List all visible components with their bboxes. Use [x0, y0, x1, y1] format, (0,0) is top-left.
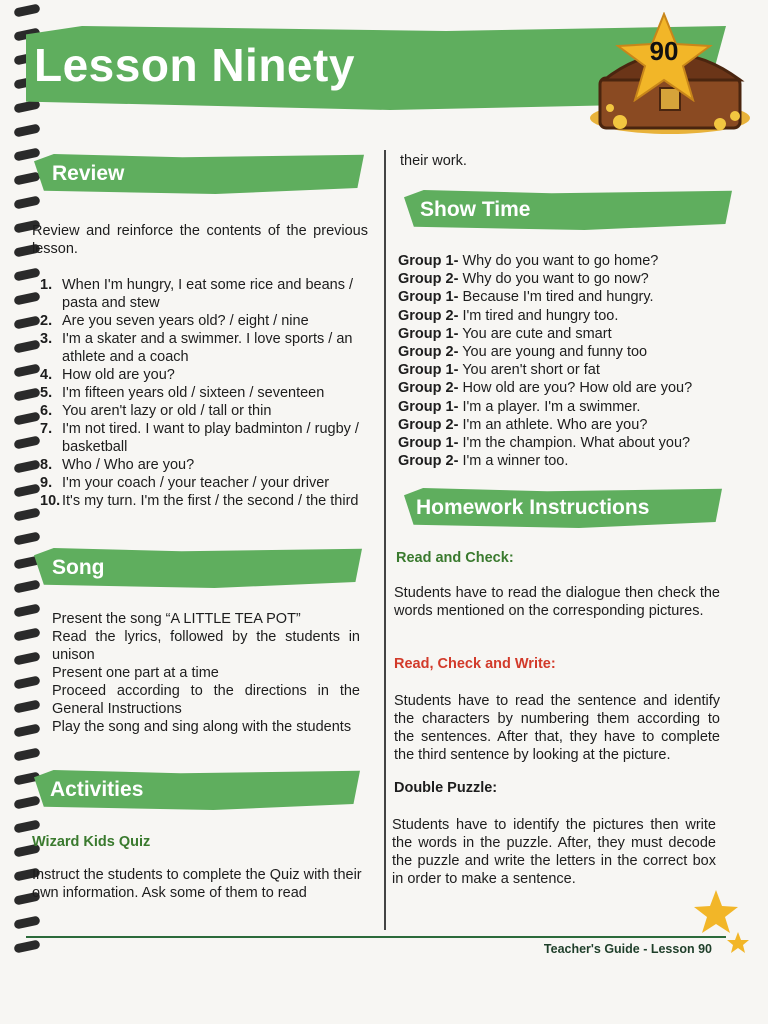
dialog-line: Group 2- I'm an athlete. Who are you?	[398, 416, 648, 433]
song-heading: Song	[52, 556, 105, 579]
read-and-check-text: Students have to read the dialogue then check the words mentioned on the corresponding pictures.	[394, 585, 720, 619]
column-divider	[384, 150, 386, 930]
list-item: Play the song and sing along with the students	[52, 719, 352, 735]
activities-heading: Activities	[50, 778, 144, 801]
review-list	[32, 276, 368, 510]
footer-rule	[26, 936, 726, 938]
list-item: 4. How old are you?	[40, 367, 175, 383]
show-time-heading: Show Time	[420, 198, 531, 221]
double-puzzle-text: Students have to identify the pictures then write the words in the puzzle. After, they must decode the puzzle and write the letters in the correct box in order to make a sentence.	[392, 817, 716, 887]
list-item: 10. It's my turn. I'm the first / the second / the third	[40, 493, 359, 509]
dialog-line: Group 2- I'm tired and hungry too.	[398, 307, 619, 324]
dialog-line: Group 1- I'm a player. I'm a swimmer.	[398, 398, 641, 415]
read-and-check-heading: Read and Check:	[396, 550, 514, 566]
dialog-line: Group 1- Why do you want to go home?	[398, 253, 659, 269]
page-title: Lesson Ninety	[34, 39, 355, 91]
list-item: 8. Who / Who are you?	[40, 457, 195, 473]
dialog-line: Group 1- You are cute and smart	[398, 325, 612, 342]
list-item: 2. Are you seven years old? / eight / nine	[40, 313, 309, 329]
list-item: 3. I'm a skater and a swimmer. I love sports / an athlete and a coach	[40, 331, 353, 365]
homework-heading: Homework Instructions	[416, 496, 650, 519]
footer-text: Teacher's Guide - Lesson 90	[543, 942, 712, 956]
list-item: Read the lyrics, followed by the students in unison	[52, 629, 360, 663]
activities-subheading: Wizard Kids Quiz	[32, 834, 151, 850]
list-item: 7. I'm not tired. I want to play badminton / rugby / basketball	[40, 421, 359, 455]
read-check-write-heading: Read, Check and Write:	[394, 656, 556, 672]
list-item: Proceed according to the directions in the General Instructions	[52, 683, 360, 717]
read-check-write-text: Students have to read the sentence and identify the characters by numbering them according to the sentences. After that, they have to complete the third sentence by looking at the picture.	[394, 693, 720, 763]
review-heading: Review	[52, 162, 125, 185]
show-time-dialog	[398, 252, 728, 470]
activities-text: Instruct the students to complete the Quiz with their own information. Ask some of them to read	[32, 867, 362, 901]
lesson-number-badge: 90	[649, 36, 679, 66]
double-puzzle-heading: Double Puzzle:	[394, 780, 498, 796]
dialog-line: Group 2- How old are you? How old are you?	[398, 380, 693, 397]
list-item: 5. I'm fifteen years old / sixteen / seventeen	[40, 385, 325, 401]
list-item: Present the song “A LITTLE TEA POT”	[52, 611, 301, 627]
dialog-line: Group 1- I'm the champion. What about you?	[398, 435, 691, 452]
list-item: Present one part at a time	[52, 665, 219, 681]
dialog-line: Group 2- I'm a winner too.	[398, 453, 569, 470]
dialog-line: Group 1- You aren't short or fat	[398, 362, 600, 379]
list-item: 9. I'm your coach / your teacher / your driver	[40, 475, 330, 491]
dialog-line: Group 2- You are young and funny too	[398, 344, 648, 361]
song-list	[52, 610, 360, 736]
review-intro: Review and reinforce the contents of the previous lesson.	[32, 223, 368, 257]
dialog-line: Group 1- Because I'm tired and hungry.	[398, 289, 654, 306]
list-item: 1. When I'm hungry, I eat some rice and beans / pasta and stew	[40, 277, 354, 311]
dialog-line: Group 2- Why do you want to go now?	[398, 271, 649, 288]
list-item: 6. You aren't lazy or old / tall or thin	[40, 403, 272, 419]
activities-text-continued: their work.	[400, 153, 467, 169]
